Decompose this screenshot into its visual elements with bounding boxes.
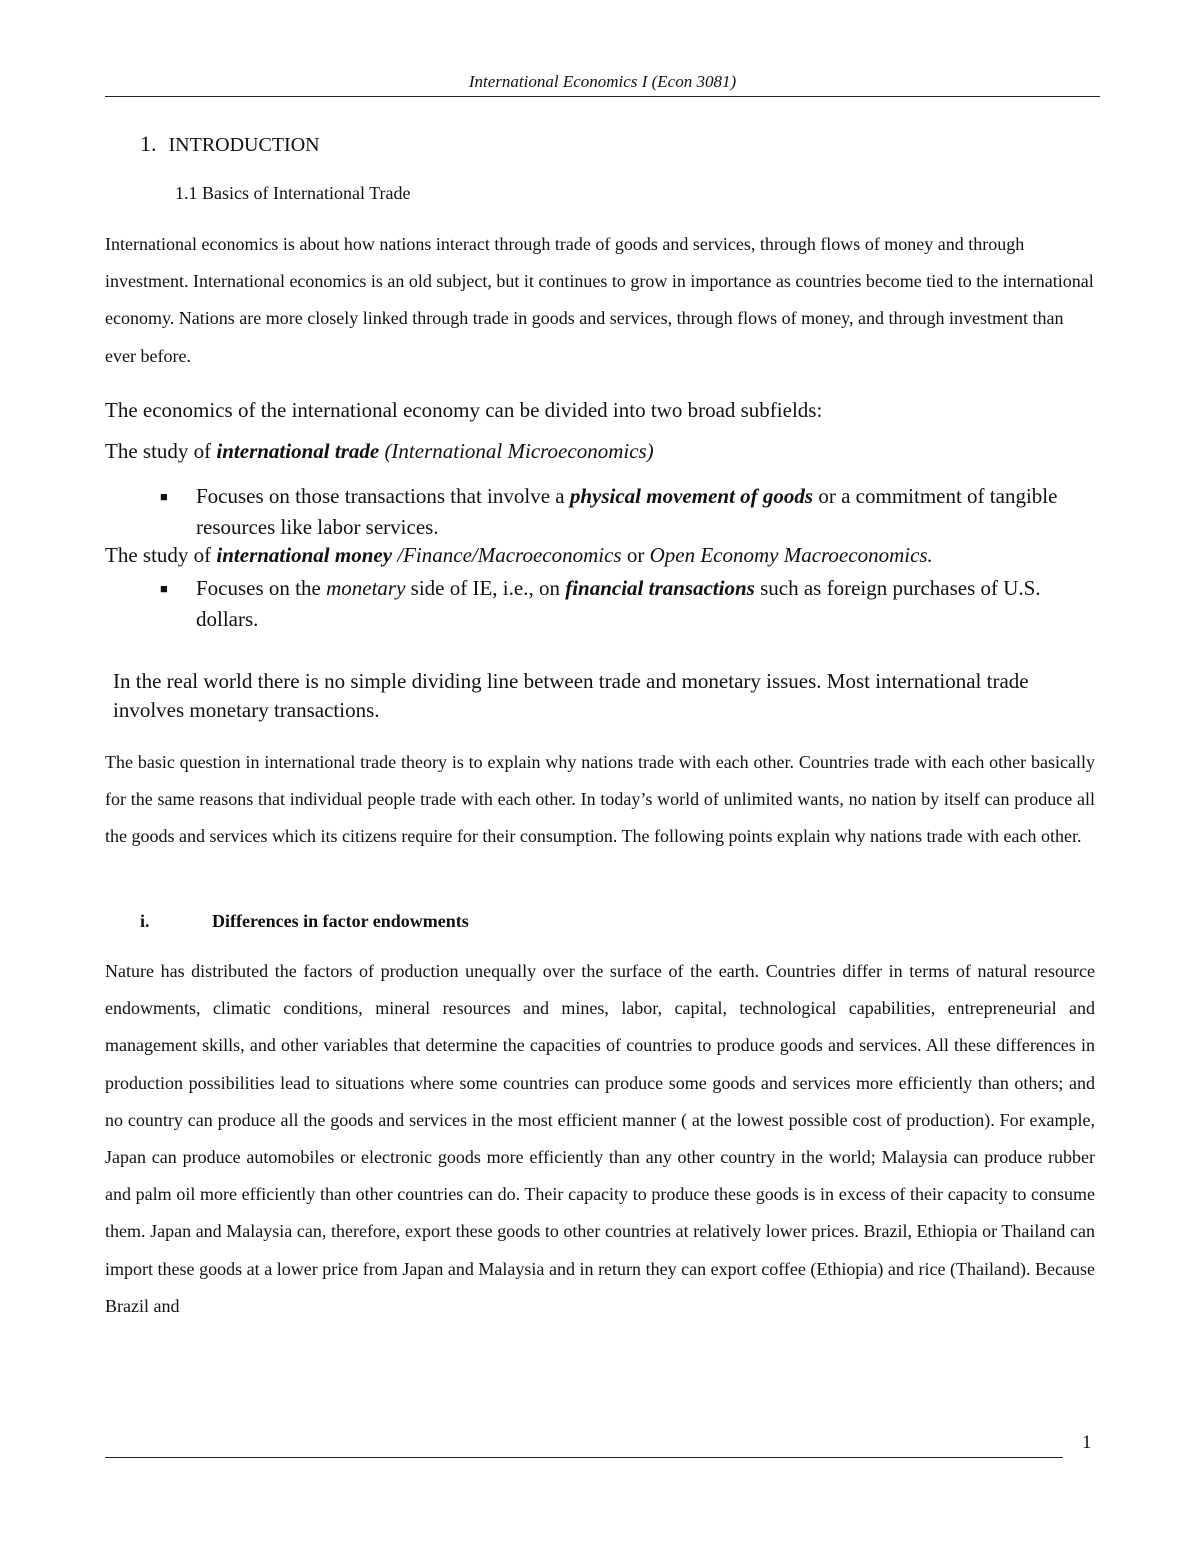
header-rule xyxy=(105,96,1100,97)
subsection-heading: 1.1 Basics of International Trade xyxy=(175,183,411,203)
section-title: INTRODUCTION xyxy=(168,134,320,156)
trade-study-term: international trade xyxy=(216,439,380,463)
money-study-line: The study of international money /Finance/Macroeconomics or Open Economy Macroeconomics. xyxy=(105,543,933,567)
page-header-title: International Economics I (Econ 3081) xyxy=(468,72,737,91)
square-bullet-icon: ■ xyxy=(160,489,168,504)
page-number: 1 xyxy=(1082,1432,1092,1453)
square-bullet-icon: ■ xyxy=(160,581,168,596)
subfields-intro: The economics of the international economy can be divided into two broad subfields: xyxy=(105,398,823,422)
money-study-term: international money xyxy=(216,543,393,567)
section-heading xyxy=(140,131,320,157)
point-numeral: i. xyxy=(140,911,150,931)
footer-rule xyxy=(105,1457,1063,1458)
money-bullet-text: Focuses on the monetary side of IE, i.e., on financial transactions such as foreign purchases of U.S. dollars. xyxy=(196,576,1041,631)
real-world-paragraph: In the real world there is no simple dividing line between trade and monetary issues. Most international trade involves monetary transactions. xyxy=(113,669,1029,722)
trade-bullet-text: Focuses on those transactions that involve a physical movement of goods or a commitment of tangible resources like labor services. xyxy=(196,484,1058,539)
basic-question-paragraph: The basic question in international trade theory is to explain why nations trade with each other. Countries trade with each other basically for the same reasons that individual people trade with each other. In today’s world of unlimited wants, no nation by itself can produce all the goods and services which its citizens require for their consumption. The following points explain why nations trade with each other. xyxy=(105,752,1095,847)
point-title: Differences in factor endowments xyxy=(212,911,469,931)
factor-paragraph: Nature has distributed the factors of production unequally over the surface of the earth. Countries differ in terms of natural resource endowments, climatic conditions, mineral resources and mines, labor, capital, technological capabilities, entrepreneurial and management skills, and other variables that determine the capacities of countries to produce goods and services. All these differences in production possibilities lead to situations where some countries can produce some goods and services more efficiently than others; and no country can produce all the goods and services in the most efficient manner ( at the lowest possible cost of production). For example, Japan can produce automobiles or electronic goods more efficiently than any other country in the world; Malaysia can produce rubber and palm oil more efficiently than other countries can do. Their capacity to produce these goods is in excess of their capacity to consume them. Japan and Malaysia can, therefore, export these goods to other countries at relatively lower prices. Brazil, Ethiopia or Thailand can import these goods at a lower price from Japan and Malaysia and in return they can export coffee (Ethiopia) and rice (Thailand). Because Brazil and xyxy=(105,961,1095,1316)
intro-paragraph: International economics is about how nations interact through trade of goods and services, through flows of money and through investment. International economics is an old subject, but it continues to grow in importance as countries become tied to the international economy. Nations are more closely linked through trade in goods and services, through flows of money, and through investment than ever before. xyxy=(105,234,1094,366)
trade-study-line: The study of international trade (International Microeconomics) xyxy=(105,439,654,463)
section-number: 1. xyxy=(140,131,157,156)
